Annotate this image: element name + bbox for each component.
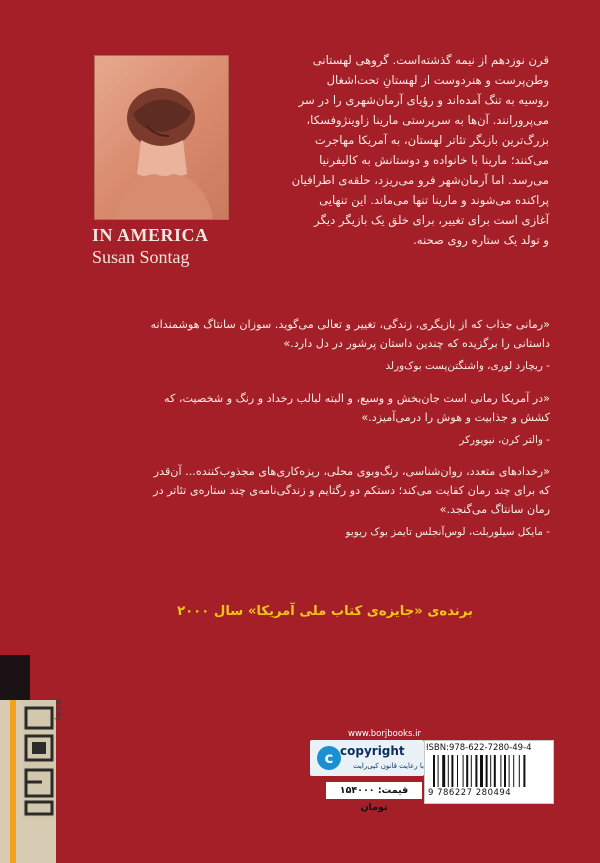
svg-text:c: c <box>324 749 334 767</box>
quote-line: «در آمریکا رمانی است جان‌بخش و وسیع، و البته لبالب رخداد و رنگ و شخصیت، که <box>164 392 550 405</box>
blurb-line: و تولد یک ستاره روی صحنه. <box>413 233 549 247</box>
publisher-logo-icon <box>22 700 56 820</box>
blurb-line: بزرگ‌ترین بازیگر تئاتر لهستان، به آمریکا مهاجرت <box>314 133 549 147</box>
author-name-latin: Susan Sontag <box>92 247 190 267</box>
blurb-line: آغازی است برای تغییر، برای خلق یک بازیگر دیگر <box>314 213 549 227</box>
award-banner: برنده‌ی «جایزه‌ی کتاب ملی آمریکا» سال ۲۰۰۰ <box>177 604 473 619</box>
blurb-line: می‌کنند؛ مارینا با خانواده و دوستانش به کالیفرنیا <box>319 153 549 167</box>
quote-attribution: - مایکل سیلوربلت، لوس‌آنجلس تایمز بوک ریویو <box>345 526 550 538</box>
book-title-latin: IN AMERICA <box>92 225 209 245</box>
quote-attribution: - ریچارد لوری، واشنگتن‌پست بوک‌ورلد <box>385 360 550 372</box>
quote-line: «رخدادهای متعدد، روان‌شناسی، رنگ‌وبوی محلی، ریزه‌کاری‌های مجذوب‌کننده... آن‌قدر <box>153 465 550 478</box>
quote-line: کشش و جذابیت و هوش را درمی‌آمیزد.» <box>361 411 550 424</box>
barcode-number: 9 786227 280494 <box>428 788 512 798</box>
quote-attribution: - والتر کرن، نیویورکر <box>459 434 550 446</box>
review-quote <box>56 462 550 542</box>
quote-line: داستانی را برگزیده که چندین داستان پرشور در دل دارد.» <box>283 337 550 350</box>
publisher-website: www.borjbooks.ir <box>348 729 421 739</box>
copyright-word: copyright <box>340 744 405 758</box>
blurb-line: قرن نوزدهم از نیمه گذشته‌است. گروهی لهستانی <box>312 53 549 67</box>
price-label: قیمت: ۱۵۴۰۰۰ تومان <box>326 782 422 799</box>
logo-stripe <box>10 700 16 863</box>
quote-line: «رمانی جذاب که از بازیگری، زندگی، تغییر و تعالی می‌گوید. سوزان سانتاگ هوشمندانه <box>150 318 550 331</box>
review-quote <box>56 389 550 450</box>
quote-line: که برای چند رمان کفایت می‌کند؛ دستکم دو رگتایم و زندگی‌نامه‌ی چند ستاره‌ی تئاتر در <box>153 484 550 497</box>
blurb-line: می‌پرورانند. آن‌ها به سرپرستی مارینا زاوینژوفسکا، <box>306 113 549 127</box>
publisher-name: BORJ <box>54 700 62 722</box>
blurb-line: پراکنده می‌شوند و مارینا تنها می‌ماند. این تنهایی <box>319 193 549 207</box>
copyright-subtitle: با رعایت قانون کپی‌رایت <box>353 762 424 770</box>
woman-back-portrait-image <box>94 55 229 220</box>
isbn-text: ISBN:978-622-7280-49-4 <box>426 743 532 753</box>
quote-line: رمان سانتاگ می‌گنجد.» <box>439 503 550 516</box>
blurb-line: می‌رسد. اما آرمان‌شهر فرو می‌ریزد، حلقه‌ی اطرافیان <box>291 173 549 187</box>
blurb-line: روسیه به تنگ آمده‌اند و رؤیای آرمان‌شهری را در سر <box>298 93 549 107</box>
blurb-line: وطن‌پرست و هنردوست از لهستانِ تحت‌اشغال <box>326 73 549 87</box>
blurb-paragraph <box>243 50 549 250</box>
review-quote <box>56 315 550 376</box>
